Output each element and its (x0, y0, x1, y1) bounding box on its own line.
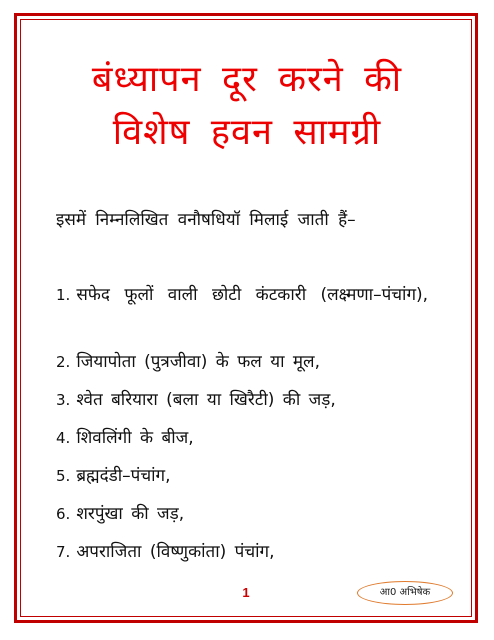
list-item-number: 2. (56, 353, 71, 371)
list-item-number: 7. (56, 543, 71, 561)
list-item-text: जियापोता (पुत्रजीवा) के फल या मूल, (76, 352, 320, 372)
list-item (56, 284, 444, 306)
list-item-text: श्वेत बरियारा (बला या खिरैटी) की जड़, (76, 390, 336, 410)
title-line-2: विशेष हवन सामग्री (112, 112, 382, 153)
list-item (56, 427, 444, 449)
list-item-text: ब्रह्मदंडी–पंचांग, (76, 466, 171, 486)
page-border-inner (20, 19, 472, 617)
list-item-number: 3. (56, 391, 71, 409)
list-item-text: शिवलिंगी के बीज, (76, 428, 194, 448)
page-number: 1 (242, 585, 250, 600)
title-line-1: बंध्यापन दूर करने की (91, 59, 403, 100)
list-item-number: 5. (56, 467, 71, 485)
list-item (56, 351, 444, 373)
intro-paragraph: इसमें निम्नलिखित वनौषधियॉ मिलाई जाती हैं– (56, 210, 356, 230)
list-item-text: शरपुंखा की जड़, (76, 504, 185, 524)
author-badge: आ0 अभिषेक (357, 581, 453, 605)
list-item (56, 389, 444, 411)
list-item-number: 6. (56, 505, 71, 523)
list-item (56, 541, 444, 563)
list-item (56, 503, 444, 525)
list-item-number: 1. (56, 286, 71, 304)
list-item-text: सफेद फूलों वाली छोटी कंटकारी (लक्ष्मणा–पंचांग), (76, 285, 429, 305)
list-item (56, 465, 444, 487)
list-item-text: अपराजिता (विष्णुकांता) पंचांग, (76, 542, 275, 562)
list-item-number: 4. (56, 429, 71, 447)
